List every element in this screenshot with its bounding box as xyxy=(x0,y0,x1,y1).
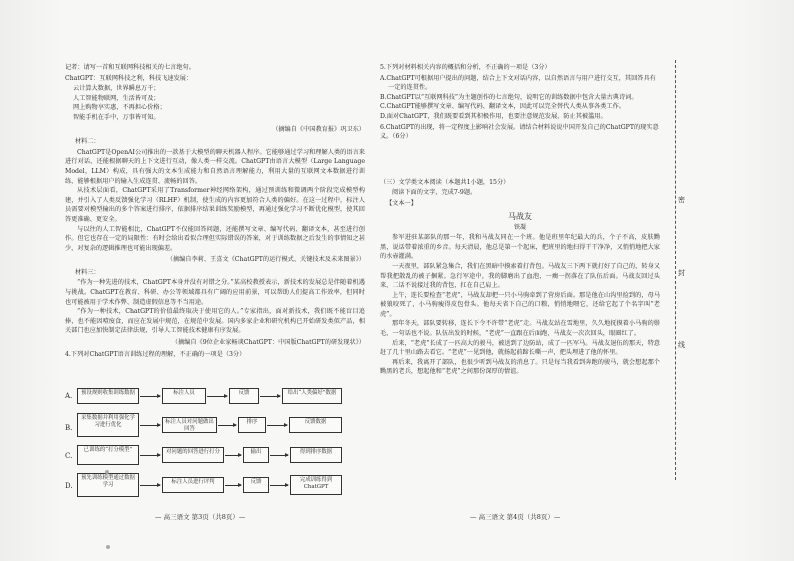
binding-char: 密 xyxy=(678,196,685,204)
poem-line: 网上购物享实惠，不再担心价格； xyxy=(73,104,166,112)
flow-arrow xyxy=(140,455,160,456)
scan-speck xyxy=(106,545,110,549)
section-3-instruction: 阅读下面的文字，完成7-9题。 xyxy=(392,189,477,197)
flow-arrow xyxy=(140,425,160,426)
source-note-3: （摘编自《9位企业家畅谈ChatGPT：中国版ChatGPT的研发现状》） xyxy=(171,339,365,347)
story-paragraph: 后来，“老虎”长成了一匹高大的骏马，被送到了边防站，成了一匹军马。马战友退伍的那天，特意赶了几十里山路去看它。“老虎”一见到他，就扬起前蹄长嘶一声，把头埋进了他的怀里。 xyxy=(380,339,660,357)
story-paragraph: 再后来，我离开了部队，也很少听到马战友的消息了。只是每当我看到奔跑的骏马，就会想起那个黝黑的老兵，想起他和“老虎”之间那份深厚的情谊。 xyxy=(380,358,660,376)
flow-box: 得到排序数据 xyxy=(290,447,342,463)
flow-box: 标注人员 xyxy=(162,388,206,404)
question-5-option: A.ChatGPT可根据用户提出的问题，结合上下文对话内容，以自然语言与用户进行交互，其回答具有一定的连贯性。 xyxy=(380,74,656,92)
flow-box: 反馈 xyxy=(243,477,269,493)
source-note-1: （摘编自《中国教育报》巩卫东） xyxy=(272,125,365,133)
material-2-heading: 材料二： xyxy=(75,138,100,146)
scan-speck xyxy=(105,470,109,474)
question-5-option: C.ChatGPT能够撰写文章、编写代码、翻译文本，因此可以完全替代人类从事各类工作。 xyxy=(380,103,625,111)
flow-box: 反馈 xyxy=(229,388,259,404)
answer-space xyxy=(380,143,660,177)
flow-arrow xyxy=(225,485,241,486)
flow-arrow xyxy=(270,485,288,486)
flow-box: 预设规则收集训练数据 xyxy=(77,388,139,404)
option-letter: A. xyxy=(65,392,73,400)
flow-arrow xyxy=(260,396,280,397)
material-2-paragraph: 从技术层面看，ChatGPT采用了Transformer神经网络架构，通过预训练和微调两个阶段完成模型构建，并引入了人类反馈强化学习（RLHF）机制，使生成的内容更加符合人类的偏好。在这一过程中，标注人员需要对模型输出的多个答案进行排序，依据排序结果训练奖励模型，再通过强化学习不断优化模型，使其回答更准确、更安全。 xyxy=(65,187,365,223)
flow-box: 输出 xyxy=(243,447,269,463)
page-3 xyxy=(65,62,365,360)
source-note-2: （摘编自李莉、王喜文《ChatGPT的运行模式、关键技术及未来图景》） xyxy=(166,256,365,264)
question-4: 4.下列对ChatGPT语言训练过程的理解，不正确的一项是（3分） xyxy=(65,350,246,358)
flow-arrow xyxy=(225,455,241,456)
flow-arrow xyxy=(140,396,160,397)
text-1-label: 【文本一】 xyxy=(386,199,417,207)
story-paragraph: 那年冬天，部队要转移，连长下令不许带“老虎”走。马战友站在雪地里，久久地抚摸着小马驹的鬃毛，一句话也不说。队伍出发的时候，“老虎”一直跟在后面跑，马战友一次次回头，眼圈红了。 xyxy=(380,320,660,338)
story-paragraph: 上午，连长要检查“老虎”，马战友却把一只小马驹牵到了营房后面。那是他在山沟里捡到的，母马被狼咬死了，小马驹瘦得皮包骨头。他每天省下自己的口粮，悄悄地喂它，还给它起了个名字叫“老虎”。 xyxy=(380,291,660,318)
flow-box: 标注人员进行评判 xyxy=(162,477,224,493)
flow-box: 反馈数据 xyxy=(289,417,342,433)
flow-box: 排序 xyxy=(238,417,266,433)
page-3-footer: — 高三语文 第3页（共8页）— xyxy=(155,513,246,521)
question-5-option: B.ChatGPT以“互联网科技”为主题创作的七言绝句，说明它的训练数据中包含大量古典诗词。 xyxy=(380,93,638,101)
flow-arrow xyxy=(207,396,227,397)
page-4-footer: — 高三语文 第4页（共8页）— xyxy=(470,513,561,521)
flow-arrow xyxy=(218,425,236,426)
flow-box: 已训练的“打分模型” xyxy=(77,445,139,465)
material-3-paragraph: “作为一种技术，ChatGPT的价值最终取决于使用它的人。”专家指出，面对新技术，我们既不能盲目追捧，也不能因噎废食，而应在发展中规范，在规范中发展。国内多家企业和研究机构已开始研发类似产品，相关部门也应加快制定法律法规，引导人工智能技术健康有序发展。 xyxy=(65,308,365,335)
flow-box: 预先训练模型通过数据学习 xyxy=(77,473,139,497)
question-5-option: D.面对ChatGPT，我们既要看到其积极作用，也要注意规范发展，防止其被滥用。 xyxy=(380,112,607,120)
story-paragraph: 参军进驻某部队的那一年，我和马战友同在一个班。他是班里年纪最大的兵，个子不高，皮肤黝黑，说话带着浓重的乡音。每天清晨，他总是第一个起床，把班里的地扫得干干净净，又悄悄地把大家的水壶灌满。 xyxy=(380,234,660,261)
story-author: 铁凝 xyxy=(513,223,527,231)
flow-box: 采集数据并利用强化学习进行优化 xyxy=(77,413,139,437)
flow-arrow xyxy=(140,485,160,486)
story-title: 马战友 xyxy=(508,211,532,221)
material-2-paragraph: 与以往的人工智能相比，ChatGPT不仅能回答问题，还能撰写文章、编写代码、翻译文本，甚至进行创作。但它也存在一定的局限性：有时会给出看似合理但实际错误的答案，对于训练数据之后发生的事情知之甚少，对复杂的逻辑推理也可能出现偏差。 xyxy=(65,225,365,252)
flow-box: 对问题的回答进行打分 xyxy=(162,447,224,463)
option-letter: C. xyxy=(65,452,73,460)
question-6: 6.ChatGPT的出现，将一定程度上影响社会发展。请结合材料说说中国开发自己的ChatGPT的现实意义。（6分） xyxy=(380,123,659,141)
option-letter: D. xyxy=(65,482,73,490)
poem-line: 人工智能物联网，生活皆可及； xyxy=(73,94,160,102)
question-4-flowchart xyxy=(65,387,365,505)
binding-char: 线 xyxy=(678,341,685,349)
option-letter: B. xyxy=(65,424,73,432)
binding-line xyxy=(675,60,676,480)
interview-answer: ChatGPT：互联网科技之利，科技飞速发展： xyxy=(65,74,193,82)
material-2-paragraph: ChatGPT是OpenAI公司推出的一款基于大模型的聊天机器人程序。它能够通过学习和理解人类的语言来进行对话，还能根据聊天的上下文进行互动，像人类一样交流。ChatGPT由语言大模型（Large Language Model，LLM）构成，具有强大的文本生成能力和自然语言理解能力，利用大量的互联网文本数据进行训练，能够根据用户的输入生成连贯、流畅的回答。 xyxy=(65,148,365,185)
interview-question: 记者：请写一首和互联网科技相关的七言绝句。 xyxy=(65,64,195,71)
section-3-heading: （三）文学类文本阅读（本题共1小题，15分） xyxy=(380,178,510,186)
flow-arrow xyxy=(270,455,288,456)
material-3-paragraph: “作为一种先进的技术，ChatGPT本身并没有对错之分。”某高校教授表示，新技术的发展总是伴随着机遇与挑战。ChatGPT在教育、科研、办公等领域都具有广阔的应用前景，可以帮助人们提高工作效率，但同时也可能被用于学术作弊、制造虚假信息等不当用途。 xyxy=(65,279,365,306)
question-5: 5.下列对材料相关内容的概括和分析，不正确的一项是（3分） xyxy=(380,64,551,71)
poem-line: 智能手机在手中，万事皆可知。 xyxy=(73,113,160,121)
binding-char: 封 xyxy=(678,269,685,277)
flow-box: 给出“人类偏好”数据 xyxy=(282,388,342,404)
poem-line: 云计算大数据，世界瞬息万千； xyxy=(73,85,160,93)
flow-box: 标注人员对问题做出回答 xyxy=(162,417,217,433)
material-3-heading: 材料三： xyxy=(75,268,100,276)
story-paragraph: 一天夜里，部队紧急集合，我们在黑暗中摸索着打背包。马战友三下两下就打好了自己的，转身又帮我把散乱的被子捆紧。急行军途中，我的脚磨出了血泡，一瘸一拐落在了队伍后面。马战友回过头来，二话不说接过我的背包，扛在自己肩上。 xyxy=(380,262,660,290)
page-4 xyxy=(380,62,660,377)
flow-box: 完成训练得到ChatGPT xyxy=(290,475,342,495)
flow-arrow xyxy=(267,425,287,426)
